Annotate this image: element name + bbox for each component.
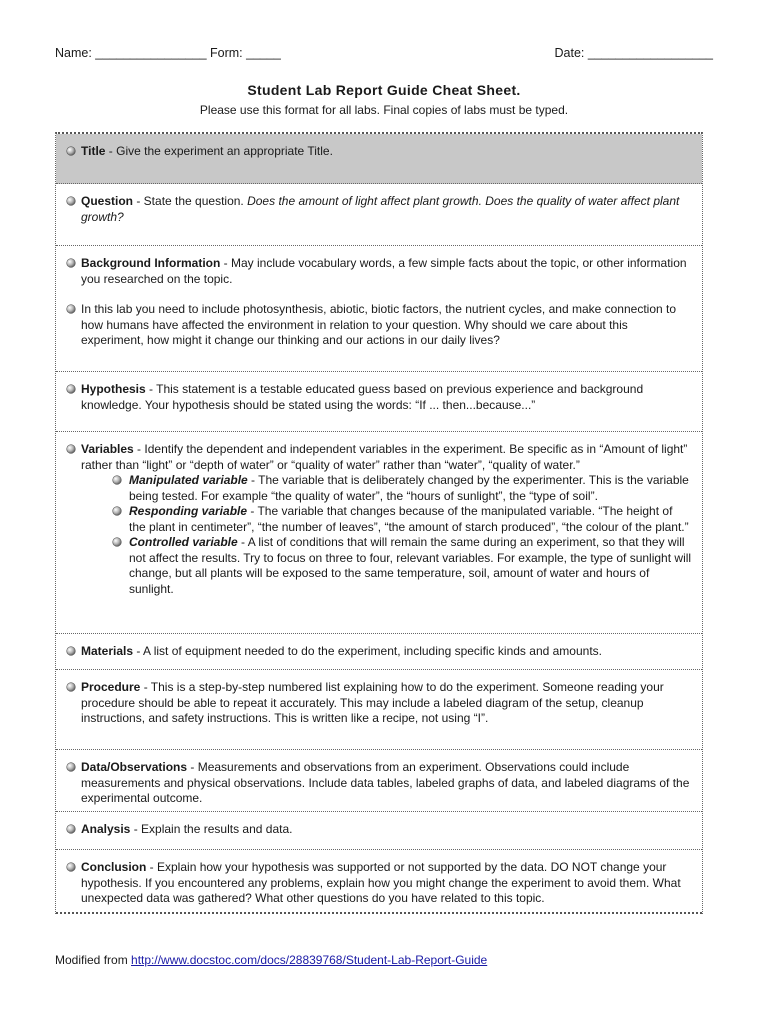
- bullet-icon: [66, 682, 76, 692]
- bullet-icon: [66, 304, 76, 314]
- page-title: Student Lab Report Guide Cheat Sheet.: [247, 82, 521, 98]
- bullet-icon: [112, 506, 122, 516]
- responding-variable-item: Responding variable - The variable that changes because of the manipulated variable. “The height of the plant in centimeter”, “the number of leaves”, “the amount of starch produced”, “the colour of the plant.”: [112, 504, 692, 535]
- form-field-label: Form: _____: [210, 46, 281, 60]
- bullet-icon: [66, 444, 76, 454]
- bullet-icon: [66, 258, 76, 268]
- bullet-icon: [66, 824, 76, 834]
- name-field-label: Name: ________________: [55, 46, 207, 60]
- bullet-icon: [66, 384, 76, 394]
- name-form-line: [55, 46, 281, 60]
- bullet-icon: [112, 475, 122, 485]
- section-question: Question - State the question. Does the amount of light affect plant growth. Does the quality of water affect plant growth?: [56, 184, 702, 246]
- date-field-label: Date: __________________: [554, 46, 713, 60]
- section-data-observations: Data/Observations - Measurements and observations from an experiment. Observations could include measurements and physical observations. Include data tables, labeled graphs of data, and labeled diagrams of the experimental outcome.: [56, 750, 702, 812]
- footer-credit: Modified from http://www.docstoc.com/docs/28839768/Student-Lab-Report-Guide: [55, 953, 488, 967]
- bullet-icon: [112, 537, 122, 547]
- section-conclusion: Conclusion - Explain how your hypothesis was supported or not supported by the data. DO NOT change your hypothesis. If you encountered any problems, explain how you might change the experiment to avoid them. What unexpected data was gathered? What other questions do you have related to this topic.: [56, 850, 702, 914]
- bullet-icon: [66, 862, 76, 872]
- section-hypothesis: Hypothesis - This statement is a testable educated guess based on previous experience and background knowledge. Your hypothesis should be stated using the words: “If ... then...because...”: [56, 372, 702, 432]
- page-subtitle: Please use this format for all labs. Final copies of labs must be typed.: [199, 103, 569, 117]
- section-analysis: Analysis - Explain the results and data.: [56, 812, 702, 850]
- section-variables: Variables - Identify the dependent and independent variables in the experiment. Be specific as in “Amount of light” rather than “light” or “depth of water” or “quality of water” rather than “water”, “quality of water.” Manipulated variable - The variable that is deliberately changed by the experimenter. This is the variable being tested. For example “the quality of water”, the “hours of sunlight”, the “type of soil”. Responding variable - The variable that changes because of the manipulated variable. “The height of the plant in centimeter”, “the number of leaves”, “the amount of starch produced”, “the colour of the plant.” Controlled variable - A list of conditions that will remain the same during an experiment, so that they will not affect the results. Try to focus on three to four, relevant variables. For example, the type of sunlight will change, but all plants will be exposed to the same temperature, soil, amount of water and hours of sunlight.: [56, 432, 702, 634]
- bullet-icon: [66, 196, 76, 206]
- bullet-icon: [66, 146, 76, 156]
- bullet-icon: [66, 646, 76, 656]
- guide-table: [55, 132, 703, 914]
- source-link[interactable]: http://www.docstoc.com/docs/28839768/Student-Lab-Report-Guide: [131, 953, 488, 967]
- section-background-information: Background Information - May include vocabulary words, a few simple facts about the topic, or other information you researched on the topic. In this lab you need to include photosynthesis, abiotic, biotic factors, the nutrient cycles, and make connection to how humans have affected the environment in relation to your question. Why should we care about this experiment, how might it change our thinking and our actions in our daily lives?: [56, 246, 702, 372]
- controlled-variable-item: Controlled variable - A list of conditions that will remain the same during an experiment, so that they will not affect the results. Try to focus on three to four, relevant variables. For example, the type of sunlight will change, but all plants will be exposed to the same temperature, soil, amount of water and hours of sunlight.: [112, 535, 692, 597]
- manipulated-variable-item: Manipulated variable - The variable that is deliberately changed by the experimenter. This is the variable being tested. For example “the quality of water”, the “hours of sunlight”, the “type of soil”.: [112, 473, 692, 504]
- section-title: Title - Give the experiment an appropriate Title.: [56, 134, 702, 184]
- section-procedure: Procedure - This is a step-by-step numbered list explaining how to do the experiment. Someone reading your procedure should be able to repeat it accurately. This may include a labeled diagram of the setup, cleanup instructions, and safety instructions. This is written like a recipe, not using “I”.: [56, 670, 702, 750]
- section-materials: Materials - A list of equipment needed to do the experiment, including specific kinds and amounts.: [56, 634, 702, 670]
- bullet-icon: [66, 762, 76, 772]
